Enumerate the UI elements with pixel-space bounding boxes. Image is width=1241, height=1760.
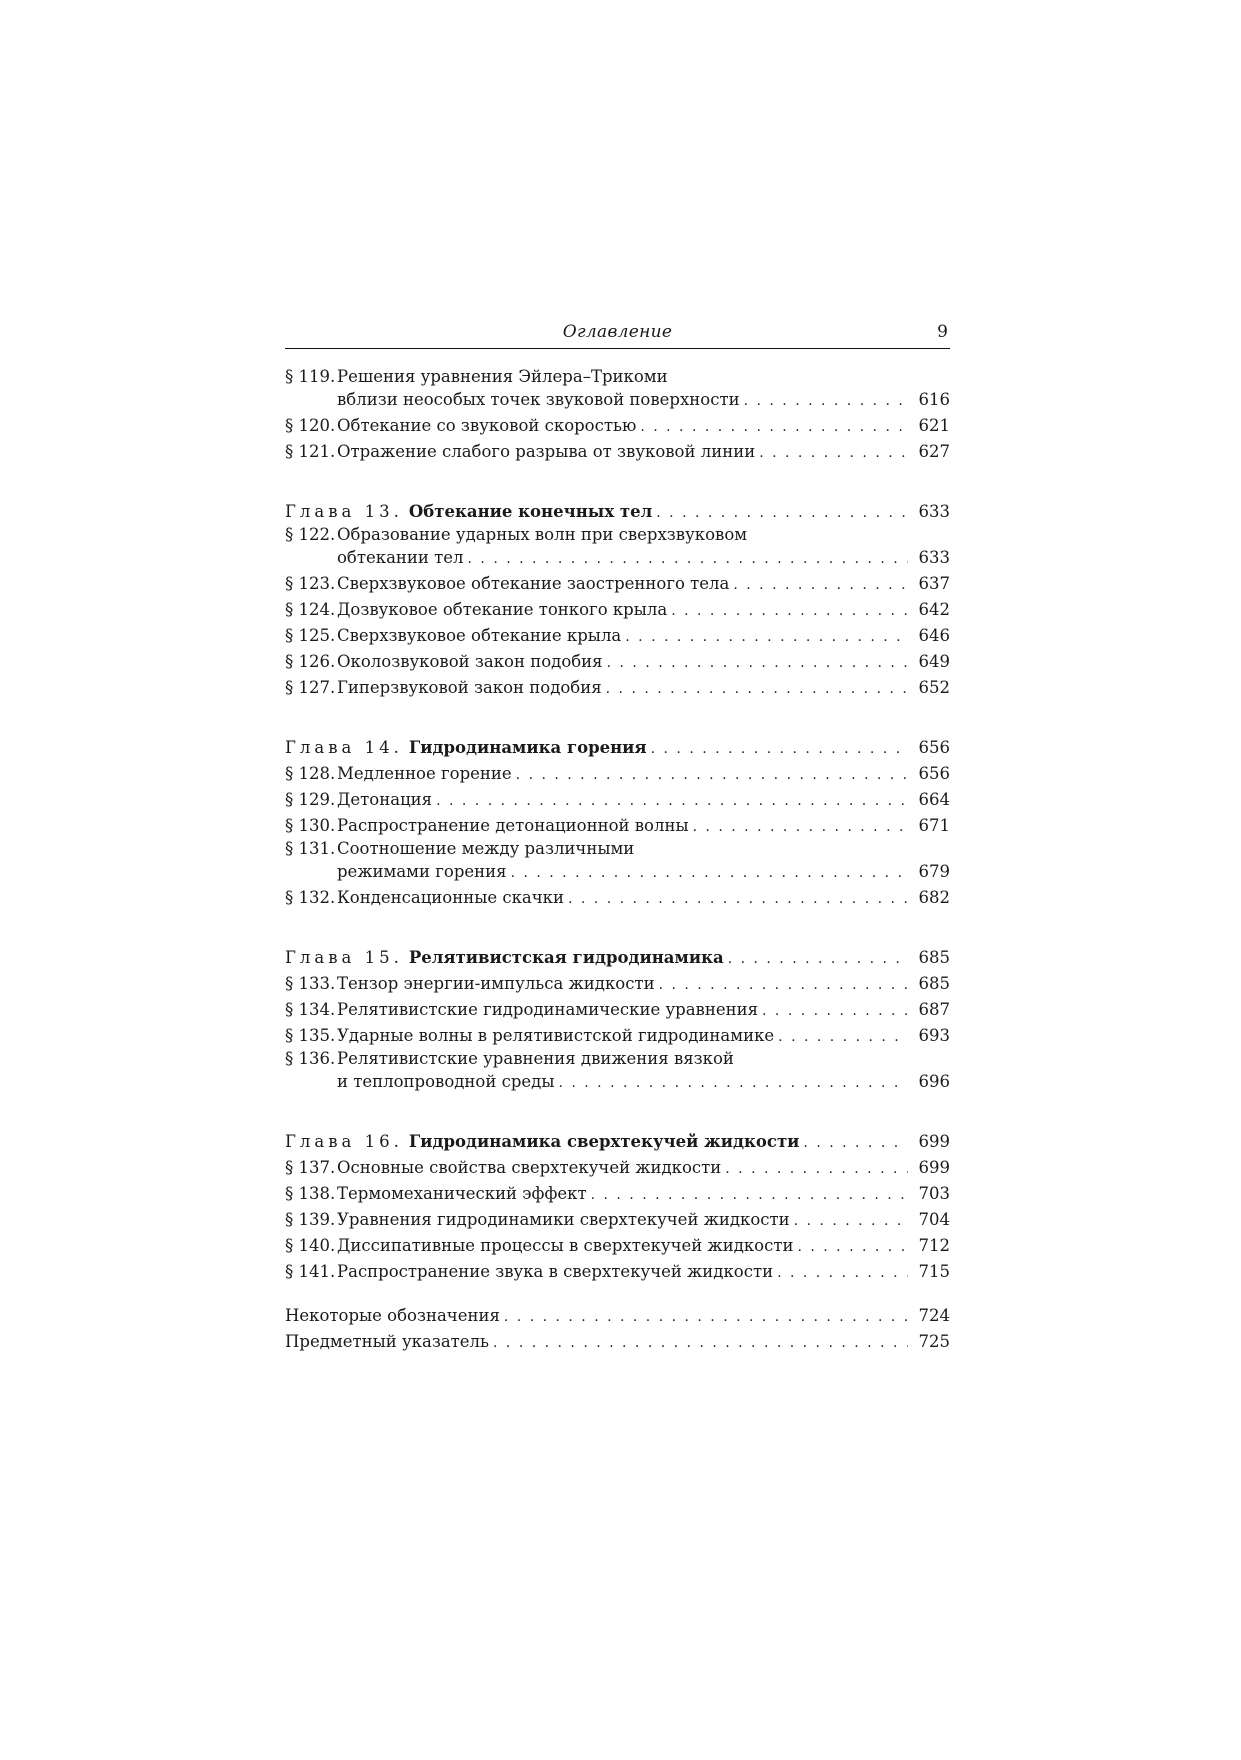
page-number: 616	[918, 390, 950, 409]
section-title: Отражение слабого разрыва от звуковой линии	[337, 442, 756, 461]
dot-leader	[762, 998, 908, 1024]
dot-leader	[728, 946, 908, 972]
page-number: 679	[918, 862, 950, 881]
dot-leader	[778, 1024, 908, 1050]
section-title: Детонация	[337, 790, 433, 809]
dot-leader	[803, 1130, 908, 1156]
section-title: Уравнения гидродинамики сверхтекучей жидкости	[337, 1210, 790, 1229]
section-title-row	[337, 1233, 950, 1259]
toc-section-entry[interactable]	[285, 997, 950, 1023]
dot-leader	[591, 1182, 908, 1208]
dot-leader	[493, 1330, 908, 1356]
section-title: Сверхзвуковое обтекание крыла	[337, 626, 622, 645]
dot-leader	[651, 736, 908, 762]
toc-section-entry[interactable]	[285, 813, 950, 839]
page-number: 646	[918, 626, 950, 645]
toc-section-entry[interactable]	[285, 1259, 950, 1285]
section-number: § 137.	[285, 1158, 336, 1177]
chapter-row	[285, 735, 950, 761]
toc-section-entry[interactable]	[285, 367, 950, 413]
toc-section-entry[interactable]	[285, 413, 950, 439]
page-number: 699	[918, 1132, 950, 1151]
dot-leader	[468, 546, 908, 572]
section-title: Медленное горение	[337, 764, 512, 783]
section-title-row	[337, 623, 950, 649]
chapter-title: Гидродинамика сверхтекучей жидкости	[408, 1132, 800, 1151]
page-number: 649	[918, 652, 950, 671]
page-number: 671	[918, 816, 950, 835]
section-title: Основные свойства сверхтекучей жидкости	[337, 1158, 722, 1177]
section-title-row	[337, 1069, 950, 1095]
page-number: 682	[918, 888, 950, 907]
section-title-row	[285, 1303, 950, 1329]
toc-section-entry[interactable]	[285, 649, 950, 675]
section-title-row	[337, 971, 950, 997]
section-title-row	[337, 885, 950, 911]
dot-leader	[659, 972, 908, 998]
page-number: 712	[918, 1236, 950, 1255]
chapter-title: Гидродинамика горения	[408, 738, 647, 757]
section-title-row	[337, 439, 950, 465]
section-title-row	[337, 387, 950, 413]
dot-leader	[436, 788, 908, 814]
toc-section-entry[interactable]	[285, 1181, 950, 1207]
header-page-number: 9	[937, 322, 948, 342]
dot-leader	[797, 1234, 908, 1260]
section-number: § 122.	[285, 525, 336, 544]
toc-section-entry[interactable]	[285, 439, 950, 465]
section-number: § 132.	[285, 888, 336, 907]
section-number: § 129.	[285, 790, 336, 809]
section-title-row	[337, 649, 950, 675]
section-title-row	[337, 1207, 950, 1233]
toc-chapter-entry[interactable]	[285, 499, 950, 525]
section-title-row	[285, 1329, 950, 1355]
chapter-row	[285, 499, 950, 525]
section-title: Обтекание со звуковой скоростью	[337, 416, 637, 435]
section-title: Некоторые обозначения	[285, 1306, 500, 1325]
dot-leader	[511, 860, 908, 886]
toc-section-entry[interactable]	[285, 1023, 950, 1049]
section-title: и теплопроводной среды	[337, 1072, 555, 1091]
chapter-heading	[285, 499, 652, 525]
section-title: Предметный указатель	[285, 1332, 490, 1351]
page-number: 704	[918, 1210, 950, 1229]
page-number: 725	[918, 1332, 950, 1351]
dot-leader	[640, 414, 908, 440]
page-number: 696	[918, 1072, 950, 1091]
section-title-row	[337, 545, 950, 571]
dot-leader	[656, 500, 908, 526]
toc-section-entry[interactable]	[285, 1049, 950, 1095]
section-title-row	[337, 597, 950, 623]
section-number: § 135.	[285, 1026, 336, 1045]
section-number: § 131.	[285, 839, 336, 858]
section-title-line1: Образование ударных волн при сверхзвуковом	[337, 525, 748, 544]
chapter-row	[285, 945, 950, 971]
toc-section-entry[interactable]	[285, 597, 950, 623]
table-of-contents	[285, 367, 950, 1355]
page-number: 664	[918, 790, 950, 809]
dot-leader	[794, 1208, 908, 1234]
toc-section-entry[interactable]	[285, 1329, 950, 1355]
section-title: режимами горения	[337, 862, 507, 881]
section-title-row	[337, 997, 950, 1023]
section-number: § 127.	[285, 678, 336, 697]
section-title-row	[337, 1181, 950, 1207]
dot-leader	[558, 1070, 908, 1096]
section-title: Тензор энергии-импульса жидкости	[337, 974, 655, 993]
page-number: 637	[918, 574, 950, 593]
section-title: Конденсационные скачки	[337, 888, 564, 907]
section-number: § 121.	[285, 442, 336, 461]
toc-chapter-entry[interactable]	[285, 1129, 950, 1155]
dot-leader	[607, 650, 908, 676]
toc-section-entry[interactable]	[285, 675, 950, 701]
section-title-row	[337, 1023, 950, 1049]
section-number: § 120.	[285, 416, 336, 435]
chapter-heading	[285, 1129, 799, 1155]
section-title-row	[337, 675, 950, 701]
dot-leader	[568, 886, 908, 912]
page-number: 687	[918, 1000, 950, 1019]
page-number: 633	[918, 548, 950, 567]
chapter-heading	[285, 945, 724, 971]
toc-section-entry[interactable]	[285, 525, 950, 571]
page-number: 699	[918, 1158, 950, 1177]
section-number: § 125.	[285, 626, 336, 645]
dot-leader	[759, 440, 908, 466]
section-number: § 124.	[285, 600, 336, 619]
section-number: § 128.	[285, 764, 336, 783]
page-number: 693	[918, 1026, 950, 1045]
section-title-row	[337, 859, 950, 885]
page-number: 656	[918, 738, 950, 757]
toc-section-entry[interactable]	[285, 885, 950, 911]
dot-leader	[744, 388, 908, 414]
chapter-prefix: Глава 16.	[285, 1132, 403, 1151]
page-number: 656	[918, 764, 950, 783]
page-number: 703	[918, 1184, 950, 1203]
dot-leader	[777, 1260, 908, 1286]
section-title: Ударные волны в релятивистской гидродинамике	[337, 1026, 775, 1045]
chapter-prefix: Глава 14.	[285, 738, 403, 757]
section-title: Релятивистские гидродинамические уравнения	[337, 1000, 759, 1019]
toc-section-entry[interactable]	[285, 839, 950, 885]
section-title-row	[337, 571, 950, 597]
dot-leader	[606, 676, 908, 702]
section-title-row	[337, 761, 950, 787]
section-title-row	[337, 1259, 950, 1285]
page-number: 627	[918, 442, 950, 461]
toc-chapter-entry[interactable]	[285, 735, 950, 761]
section-number: § 138.	[285, 1184, 336, 1203]
section-title: Распространение звука в сверхтекучей жидкости	[337, 1262, 774, 1281]
page-number: 633	[918, 502, 950, 521]
section-number: § 130.	[285, 816, 336, 835]
section-number: § 136.	[285, 1049, 336, 1068]
dot-leader	[516, 762, 908, 788]
toc-section-entry[interactable]	[285, 623, 950, 649]
page-number: 685	[918, 974, 950, 993]
section-number: § 126.	[285, 652, 336, 671]
section-title: Околозвуковой закон подобия	[337, 652, 603, 671]
dot-leader	[733, 572, 908, 598]
toc-section-entry[interactable]	[285, 787, 950, 813]
toc-section-entry[interactable]	[285, 1303, 950, 1329]
section-title-row	[337, 1155, 950, 1181]
section-number: § 139.	[285, 1210, 336, 1229]
section-title: вблизи неособых точек звуковой поверхности	[337, 390, 740, 409]
section-title-row	[337, 787, 950, 813]
page-number: 724	[918, 1306, 950, 1325]
section-number: § 140.	[285, 1236, 336, 1255]
section-title: Термомеханический эффект	[337, 1184, 587, 1203]
toc-section-entry[interactable]	[285, 761, 950, 787]
toc-section-entry[interactable]	[285, 1155, 950, 1181]
section-title-row	[337, 413, 950, 439]
chapter-heading	[285, 735, 647, 761]
dot-leader	[693, 814, 908, 840]
page-number: 715	[918, 1262, 950, 1281]
section-title: Сверхзвуковое обтекание заостренного тела	[337, 574, 730, 593]
section-number: § 133.	[285, 974, 336, 993]
toc-chapter-entry[interactable]	[285, 945, 950, 971]
section-title: Распространение детонационной волны	[337, 816, 689, 835]
chapter-title: Релятивистская гидродинамика	[408, 948, 724, 967]
section-title-row	[337, 813, 950, 839]
section-title-line1: Релятивистские уравнения движения вязкой	[337, 1049, 734, 1068]
section-number: § 123.	[285, 574, 336, 593]
toc-section-entry[interactable]	[285, 571, 950, 597]
toc-section-entry[interactable]	[285, 1207, 950, 1233]
dot-leader	[725, 1156, 908, 1182]
section-title: Гиперзвуковой закон подобия	[337, 678, 602, 697]
chapter-row	[285, 1129, 950, 1155]
page-number: 685	[918, 948, 950, 967]
section-number: § 119.	[285, 367, 336, 386]
dot-leader	[671, 598, 908, 624]
chapter-title: Обтекание конечных тел	[408, 502, 653, 521]
header-title: Оглавление	[562, 322, 673, 342]
page-number: 652	[918, 678, 950, 697]
section-title: обтекании тел	[337, 548, 464, 567]
section-title-line1: Решения уравнения Эйлера–Трикоми	[337, 367, 668, 386]
section-number: § 134.	[285, 1000, 336, 1019]
dot-leader	[504, 1304, 908, 1330]
running-header	[285, 320, 950, 349]
section-title: Дозвуковое обтекание тонкого крыла	[337, 600, 668, 619]
section-title-line1: Соотношение между различными	[337, 839, 635, 858]
dot-leader	[625, 624, 908, 650]
page-number: 621	[918, 416, 950, 435]
page-number: 642	[918, 600, 950, 619]
chapter-prefix: Глава 13.	[285, 502, 403, 521]
section-title: Диссипативные процессы в сверхтекучей жидкости	[337, 1236, 794, 1255]
toc-section-entry[interactable]	[285, 1233, 950, 1259]
chapter-prefix: Глава 15.	[285, 948, 403, 967]
section-number: § 141.	[285, 1262, 336, 1281]
toc-section-entry[interactable]	[285, 971, 950, 997]
